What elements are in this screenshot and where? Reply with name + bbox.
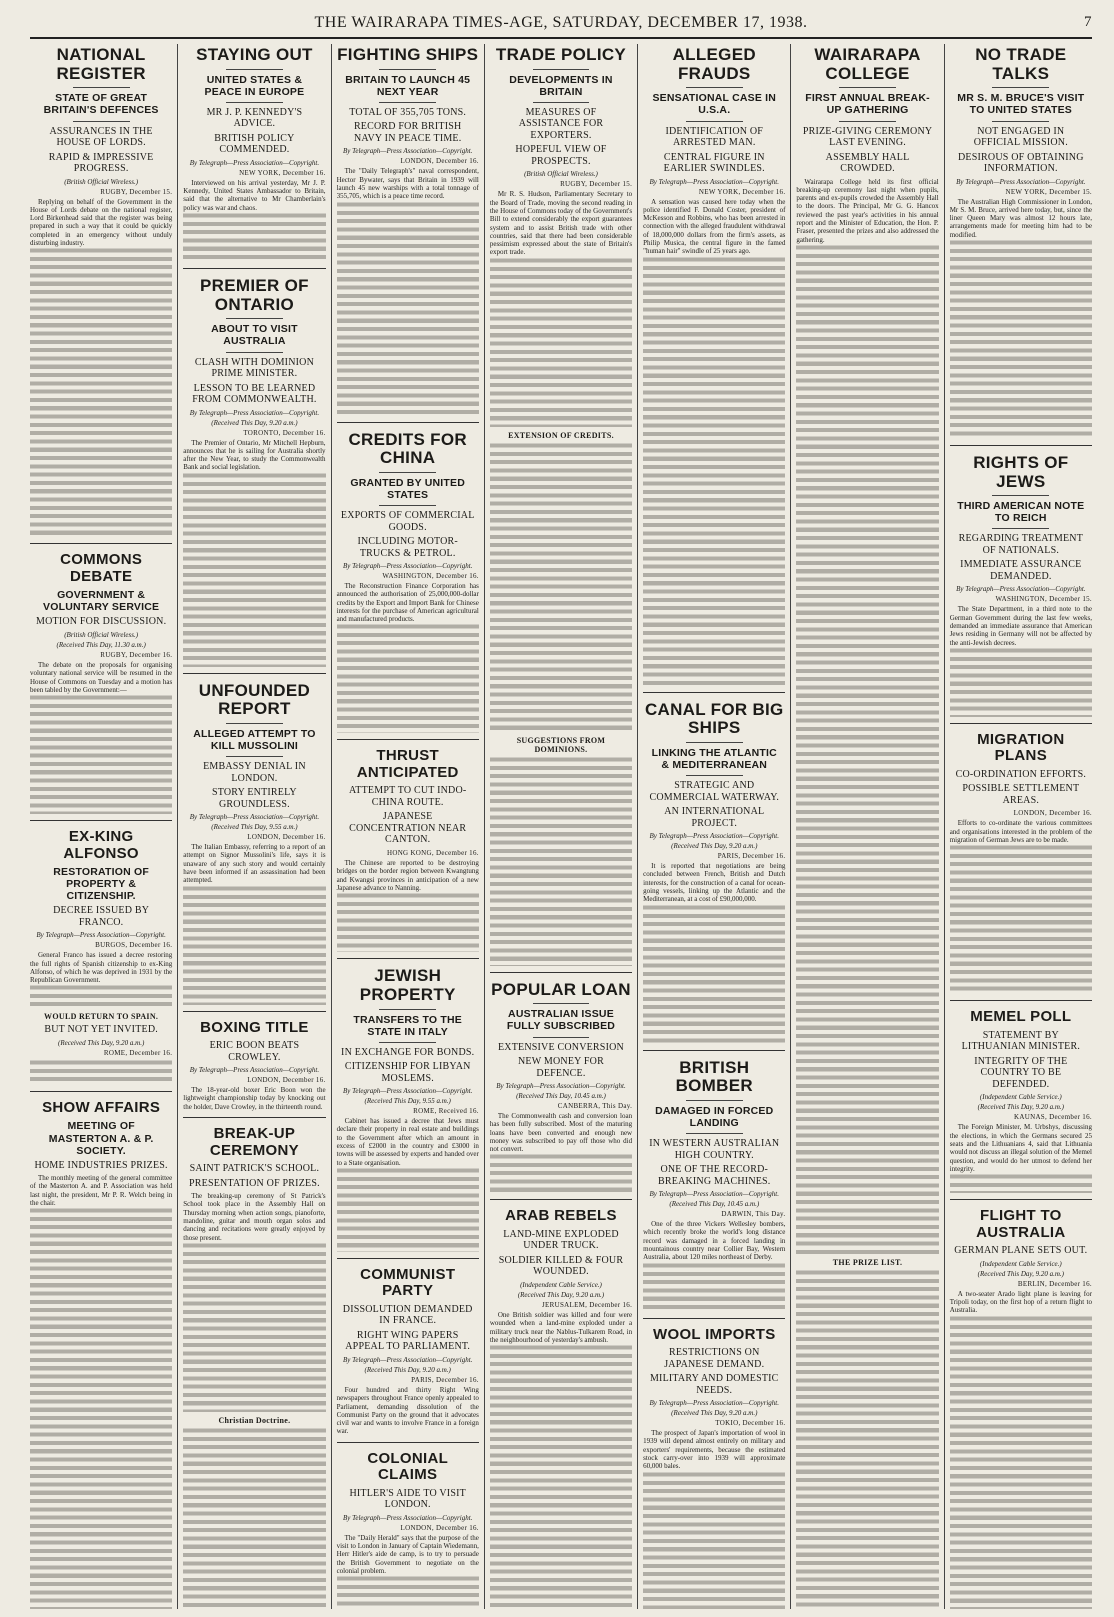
deck: RIGHT WING PAPERS APPEAL TO PARLIAMENT.: [345, 1329, 471, 1353]
text-block: [337, 623, 479, 733]
deck: CITIZENSHIP FOR LIBYAN MOSLEMS.: [344, 1061, 471, 1084]
received: (Received This Day, 9.20 a.m.): [671, 1409, 758, 1418]
body-text: Interviewed on his arrival yesterday, Mr J. P. Kennedy, United States Ambassador to Britain, said that the alternative to Mr Chamberlain's policy was war and chaos.: [183, 178, 326, 212]
deck: MEETING OF MASTERTON A. & P. SOCIETY.: [48, 1120, 154, 1157]
received: (Received This Day, 9.20 a.m.): [517, 1290, 605, 1299]
text-block: [30, 984, 172, 1008]
body-text: Replying on behalf of the Government in the House of Lords debate on the national register, Lord Birkenhead said that the register was being prepared in such a way that it could be quickly completed in an emergency without unduly disturbing industry.: [30, 197, 173, 247]
deck: ERIC BOON BEATS CROWLEY.: [209, 1040, 300, 1063]
headline: BRITISH BOMBER: [675, 1057, 753, 1096]
deck: RESTORATION OF PROPERTY & CITIZENSHIP.: [53, 866, 150, 903]
deck: PRIZE-GIVING CEREMONY LAST EVENING.: [802, 125, 933, 148]
headline: EX-KING ALFONSO: [63, 828, 139, 862]
text-block: [30, 1207, 172, 1609]
article-break-up-ceremony: [183, 1117, 325, 1609]
headline: COMMONS DEBATE: [60, 551, 143, 585]
columns: [30, 44, 1092, 1609]
article-show-affairs: [30, 1091, 172, 1609]
dateline: NEW YORK, December 16.: [239, 168, 326, 177]
text-block: [796, 244, 938, 1254]
credit: By Telegraph—Press Association—Copyright.: [342, 1087, 473, 1096]
text-block: [490, 442, 632, 732]
masthead: [30, 10, 1092, 36]
masthead-title: THE WAIRARAPA TIMES-AGE, SATURDAY, DECEMBER 17, 1938.: [314, 14, 808, 31]
body-text: The prospect of Japan's importation of wool in 1939 will depend almost entirely on military and exporters' requirements, because the estimated stock carry-over into 1939 will approximate 60,000 bales.: [643, 1429, 786, 1471]
text-block: [643, 904, 785, 1044]
subheading: THE PRIZE LIST.: [832, 1257, 903, 1267]
headline: BREAK-UP CEREMONY: [209, 1125, 299, 1159]
dateline: JERUSALEM, December 16.: [542, 1300, 633, 1309]
body-text: The "Daily Telegraph's" naval correspondent, Hector Bywater, says that Britain in 1939 will launch 45 new warships with a total tonnage of 355,705, which is a peace time record.: [336, 167, 479, 201]
deck: ASSURANCES IN THE HOUSE OF LORDS.: [49, 125, 153, 148]
article-staying-out: [183, 46, 325, 262]
headline: WAIRARAPA COLLEGE: [814, 45, 921, 83]
dateline: NEW YORK, December 16.: [698, 187, 786, 196]
headline: NO TRADE TALKS: [975, 45, 1067, 83]
deck: MILITARY AND DOMESTIC NEEDS.: [649, 1373, 779, 1396]
dateline: HONG KONG, December 16.: [386, 848, 479, 857]
received: (Received This Day, 11.30 a.m.): [56, 640, 146, 649]
text-block: [950, 647, 1092, 717]
article-credits-for-china: [337, 422, 479, 734]
received: (Received This Day, 9.55 a.m.): [364, 1097, 451, 1106]
headline: NATIONAL REGISTER: [56, 45, 146, 83]
credit: By Telegraph—Press Association—Copyright.: [189, 158, 320, 167]
headline: COMMUNIST PARTY: [360, 1265, 456, 1300]
text-block: [337, 1575, 479, 1609]
credit: By Telegraph—Press Association—Copyright.: [496, 1082, 626, 1090]
credit: By Telegraph—Press Association—Copyright.: [36, 931, 166, 940]
dateline: BERLIN, December 16.: [1017, 1279, 1092, 1288]
headline: JEWISH PROPERTY: [359, 966, 456, 1004]
article-trade-policy: [490, 46, 632, 966]
received: (Received This Day, 9.20 a.m.): [977, 1103, 1064, 1112]
credit: By Telegraph—Press Association—Copyright.: [649, 1190, 779, 1199]
headline: COLONIAL CLAIMS: [367, 1449, 449, 1484]
body-text: The "Daily Herald" says that the purpose of the visit to London in January of Captain Wiedemann, Herr Hitler's aide de camp, is to try to persuade the British Government to negotiate on the colonial problem.: [336, 1533, 479, 1575]
credit: By Telegraph—Press Association—Copyright.: [189, 813, 320, 822]
deck: SOLDIER KILLED & FOUR WOUNDED.: [498, 1254, 624, 1278]
deck: MOTION FOR DISCUSSION.: [36, 616, 167, 628]
deck: BRITAIN TO LAUNCH 45 NEXT YEAR: [345, 73, 471, 98]
deck: BUT NOT YET INVITED.: [44, 1024, 158, 1036]
text-block: [183, 885, 325, 1005]
received: (Received This Day, 9.20 a.m.): [211, 418, 298, 427]
credit: (Independent Cable Service.): [979, 1093, 1062, 1102]
deck: GERMAN PLANE SETS OUT.: [954, 1245, 1088, 1257]
dateline: NEW YORK, December 15.: [1005, 187, 1092, 196]
deck: IDENTIFICATION OF ARRESTED MAN.: [665, 125, 764, 148]
deck: DISSOLUTION DEMANDED IN FRANCE.: [342, 1303, 473, 1327]
column-2: [177, 44, 330, 1609]
credit: By Telegraph—Press Association—Copyright.: [649, 832, 779, 841]
article-canal-for-big-ships: [643, 692, 785, 1044]
text-block: [183, 212, 325, 262]
masthead-rule: [30, 37, 1092, 39]
deck: RAPID & IMPRESSIVE PROGRESS.: [48, 151, 154, 174]
credit: (British Official Wireless.): [64, 630, 139, 639]
deck: RESTRICTIONS ON JAPANESE DEMAND.: [664, 1347, 765, 1370]
article-colonial-claims: [337, 1442, 479, 1609]
received: (Received This Day, 9.20 a.m.): [57, 1038, 145, 1047]
article-jewish-property: [337, 958, 479, 1252]
dateline: ROME, December 16.: [103, 1048, 173, 1057]
subheading: Christian Doctrine.: [218, 1415, 291, 1425]
deck: CENTRAL FIGURE IN EARLIER SWINDLES.: [663, 151, 765, 174]
deck: SAINT PATRICK'S SCHOOL.: [189, 1163, 320, 1175]
article-ex-king-alfonso: [30, 820, 172, 1085]
subheading: EXTENSION OF CREDITS.: [508, 430, 614, 440]
text-block: [643, 256, 785, 686]
column-7: [944, 44, 1092, 1609]
deck: STORY ENTIRELY GROUNDLESS.: [211, 787, 297, 810]
credit: By Telegraph—Press Association—Copyright.: [189, 1066, 320, 1075]
credit: (Independent Cable Service.): [979, 1259, 1062, 1268]
dateline: BURGOS, December 16.: [95, 941, 173, 950]
article-thrust-anticipated: [337, 739, 479, 952]
column-5: [637, 44, 790, 1609]
article-premier-of-ontario: [183, 268, 325, 667]
deck: ASSEMBLY HALL CROWDED.: [825, 151, 910, 174]
body-text: A sensation was caused here today when the police identified F. Donald Coster, president of McKesson and Robbins, who has been arrested in connection with the alleged fraudulent withdrawal of 18,000,000 dollars from the firm's assets, as Philip Musica, the central figure in the famed "human hair" swindle of 25 years ago.: [643, 197, 786, 256]
received: (Received This Day, 10.45 a.m.): [669, 1200, 760, 1209]
article-memel-poll: [950, 1000, 1092, 1193]
text-block: [337, 201, 479, 416]
deck: IN WESTERN AUSTRALIAN HIGH COUNTRY.: [649, 1138, 780, 1161]
article-migration-plans: [950, 723, 1092, 994]
deck: EMBASSY DENIAL IN LONDON.: [203, 761, 306, 784]
headline: ARAB REBELS: [505, 1207, 617, 1225]
deck: POSSIBLE SETTLEMENT AREAS.: [962, 783, 1080, 806]
headline: MIGRATION PLANS: [977, 730, 1065, 765]
deck: ONE OF THE RECORD-BREAKING MACHINES.: [658, 1164, 771, 1187]
received: (Received This Day, 9.20 a.m.): [671, 842, 758, 851]
credit: By Telegraph—Press Association—Copyright.: [956, 585, 1086, 594]
deck: AN INTERNATIONAL PROJECT.: [664, 806, 765, 829]
dateline: ROME, Received 16.: [413, 1107, 479, 1116]
headline: CREDITS FOR CHINA: [348, 429, 467, 468]
headline: WOOL IMPORTS: [653, 1325, 776, 1343]
body-text: Efforts to co-ordinate the various committees and organisations interested in the problem of the migration of German Jews are to be made.: [949, 819, 1092, 845]
headline: FLIGHT TO AUSTRALIA: [976, 1207, 1066, 1241]
text-block: [490, 257, 632, 427]
deck: AUSTRALIAN ISSUE FULLY SUBSCRIBED: [506, 1008, 616, 1033]
text-block: [30, 247, 172, 537]
body-text: The 18-year-old boxer Eric Boon won the lightweight championship today by knocking out the holder, Dave Crowley, in the thirteenth round.: [183, 1086, 326, 1111]
body-text: The Italian Embassy, referring to a report of an attempt on Signor Mussolini's life, says it is unaware of any such story and would certainly have been informed if an assassination had been attempted.: [183, 843, 326, 885]
deck: EXPORTS OF COMMERCIAL GOODS.: [340, 510, 475, 533]
credit: By Telegraph—Press Association—Copyright.: [649, 1399, 779, 1408]
deck: DEVELOPMENTS IN BRITAIN: [509, 73, 613, 98]
text-block: [490, 1153, 632, 1193]
text-block: [337, 892, 479, 952]
column-6: [790, 44, 943, 1609]
deck: IMMEDIATE ASSURANCE DEMANDED.: [960, 559, 1082, 582]
deck: DESIROUS OF OBTAINING INFORMATION.: [958, 151, 1084, 174]
deck: CLASH WITH DOMINION PRIME MINISTER.: [194, 356, 314, 379]
body-text: The breaking-up ceremony of St Patrick's School took place in the Assembly Hall on Thursday morning when action songs, pianoforte, mandoline, guitar and mouth organ solos and dancing and recitations were greatly enjoyed by those present.: [183, 1192, 326, 1242]
deck: DECREE ISSUED BY FRANCO.: [53, 905, 150, 928]
deck: UNITED STATES & PEACE IN EUROPE: [204, 73, 305, 98]
article-rights-of-jews: [950, 445, 1092, 717]
text-block: [30, 1059, 172, 1085]
text-block: [183, 1242, 325, 1412]
article-no-trade-talks: [950, 46, 1092, 439]
headline: ALLEGED FRAUDS: [672, 45, 756, 83]
text-block: [950, 239, 1092, 439]
column-4: [484, 44, 637, 1609]
article-boxing-title: [183, 1011, 325, 1111]
headline: THRUST ANTICIPATED: [356, 747, 459, 781]
deck: EXTENSIVE CONVERSION: [498, 1041, 624, 1053]
headline: BOXING TITLE: [200, 1018, 309, 1036]
deck: RECORD FOR BRITISH NAVY IN PEACE TIME.: [353, 121, 462, 144]
body-text: Cabinet has issued a decree that Jews must declare their property in real estate and buildings to the Government after which an amount in excess of £2000 in the country and £3000 in towns will be assessed by experts and handed over to a State organisation.: [336, 1117, 479, 1167]
deck: LESSON TO BE LEARNED FROM COMMONWEALTH.: [192, 382, 317, 405]
received: (Received This Day, 9.55 a.m.): [211, 823, 298, 832]
text-block: [950, 1173, 1092, 1193]
credit: (British Official Wireless.): [524, 170, 598, 179]
deck: IN EXCHANGE FOR BONDS.: [341, 1046, 475, 1058]
body-text: The debate on the proposals for organising voluntary national service will be resumed in the House of Commons on Tuesday and a motion has been tabled by the Government:—: [30, 660, 173, 694]
deck: ATTEMPT TO CUT INDO-CHINA ROUTE.: [348, 785, 467, 808]
body-text: One of the three Vickers Wellesley bombers, which recently broke the world's long distance record was damaged in a forced landing in mountainous country near Collier Bay, Western Australia, about 120 miles northeast of Derby.: [643, 1220, 786, 1262]
deck: THIRD AMERICAN NOTE TO REICH: [957, 500, 1085, 525]
credit: (Independent Cable Service.): [520, 1280, 602, 1289]
dateline: DARWIN, This Day.: [721, 1210, 786, 1219]
text-block: [643, 1262, 785, 1312]
deck: HOPEFUL VIEW OF PROSPECTS.: [515, 144, 607, 167]
body-text: The Foreign Minister, M. Urbshys, discussing the elections, in which the Germans secured 25 seats and the Lithuanians 4, said that Lithuania would not discuss an illegal solution of the Memel question, and would do her utmost to defend her integrity.: [949, 1123, 1092, 1173]
deck: CO-ORDINATION EFFORTS.: [955, 768, 1087, 780]
text-block: [950, 844, 1092, 994]
deck: HITLER'S AIDE TO VISIT LONDON.: [349, 1487, 466, 1511]
received: (Received This Day, 10.45 a.m.): [516, 1092, 606, 1100]
text-block: [490, 756, 632, 966]
dateline: LONDON, December 16.: [400, 157, 479, 166]
column-1: [30, 44, 177, 1609]
credit: By Telegraph—Press Association—Copyright.: [342, 1355, 473, 1364]
body-text: The monthly meeting of the general committee of the Masterton A. and P. Association was held last night, the president, Mr P. R. Welch being in the chair.: [30, 1174, 173, 1208]
dateline: TOKIO, December 16.: [715, 1419, 786, 1428]
body-text: The Premier of Ontario, Mr Mitchell Hepburn, announces that he is sailing for Australia shortly after the New Year, to study the Commonwealth Bank and social legislation.: [183, 438, 326, 472]
deck: ALLEGED ATTEMPT TO KILL MUSSOLINI: [193, 728, 316, 753]
headline: RIGHTS OF JEWS: [973, 452, 1069, 491]
headline: CANAL FOR BIG SHIPS: [644, 699, 784, 738]
article-flight-to-australia: [950, 1199, 1092, 1609]
article-commons-debate: [30, 543, 172, 814]
deck: HOME INDUSTRIES PRIZES.: [34, 1159, 168, 1171]
text-block: [490, 1344, 632, 1609]
deck: JAPANESE CONCENTRATION NEAR CANTON.: [349, 811, 467, 846]
article-british-bomber: [643, 1050, 785, 1312]
deck: MEASURES OF ASSISTANCE FOR EXPORTERS.: [518, 106, 604, 141]
column-3: [331, 44, 484, 1609]
deck: PRESENTATION OF PRIZES.: [189, 1177, 320, 1189]
article-unfounded-report: [183, 673, 325, 1005]
article-fighting-ships: [337, 46, 479, 416]
dateline: KAUNAS, December 16.: [1014, 1113, 1092, 1122]
dateline: CANBERRA, This Day.: [557, 1102, 633, 1110]
deck: REGARDING TREATMENT OF NATIONALS.: [958, 533, 1084, 556]
deck: NOT ENGAGED IN OFFICIAL MISSION.: [973, 125, 1068, 148]
headline: POPULAR LOAN: [491, 979, 631, 999]
credit: By Telegraph—Press Association—Copyright.: [342, 147, 473, 156]
body-text: A two-seater Arado light plane is leaving for Tripoli today, on the first hop of a return flight to Australia.: [949, 1289, 1092, 1315]
article-communist-party: [337, 1258, 479, 1436]
deck: INCLUDING MOTOR-TRUCKS & PETROL.: [357, 536, 458, 559]
body-text: Mr R. S. Hudson, Parliamentary Secretary to the Board of Trade, moving the second reading in the House of Commons today of the Government's Bill to extend considerably the export guarantees system and to assist British trade with other countries, said that there had been considerable pessimism expressed about the state of Britain's export trade.: [489, 190, 633, 257]
dateline: WASHINGTON, December 16.: [382, 572, 479, 580]
deck: STRATEGIC AND COMMERCIAL WATERWAY.: [649, 780, 780, 803]
credit: (British Official Wireless.): [64, 177, 139, 186]
dateline: PARIS, December 16.: [717, 852, 786, 861]
article-national-register: [30, 46, 172, 537]
body-text: It is reported that negotiations are being concluded between French, British and Dutch interests, for the construction of a canal for ocean-going vessels, linking up the Atlantic and the Mediterranean, at a cost of £90,000,000.: [643, 862, 786, 904]
body-text: The Reconstruction Finance Corporation has announced the authorisation of 25,000,000-dollar credits by the Export and Import Bank for Chinese interests for the purchase of American agricultural and manufactured products.: [336, 582, 479, 624]
credit: By Telegraph—Press Association—Copyright.: [649, 177, 779, 186]
text-block: [183, 472, 325, 667]
credit: By Telegraph—Press Association—Copyright.: [956, 177, 1086, 186]
body-text: The Australian High Commissioner in London, Mr S. M. Bruce, arrived here today, but, since the liner Queen Mary was almost 12 hours late, arrangements made for meeting him had to be modified.: [949, 197, 1092, 239]
deck: STATE OF GREAT BRITAIN'S DEFENCES: [43, 92, 159, 117]
dateline: TORONTO, December 16.: [243, 428, 326, 437]
deck: DAMAGED IN FORCED LANDING: [655, 1104, 774, 1129]
received: (Received This Day, 9.20 a.m.): [977, 1269, 1064, 1278]
dateline: WASHINGTON, December 15.: [995, 595, 1092, 604]
article-arab-rebels: [490, 1199, 632, 1609]
deck: ABOUT TO VISIT AUSTRALIA: [211, 323, 298, 348]
received: (Received This Day, 9.20 a.m.): [364, 1365, 451, 1374]
text-block: [643, 1471, 785, 1609]
deck: GOVERNMENT & VOLUNTARY SERVICE: [43, 589, 160, 614]
dateline: RUGBY, December 15.: [560, 180, 633, 189]
text-block: [337, 1167, 479, 1252]
headline: SHOW AFFAIRS: [42, 1098, 161, 1116]
text-block: [950, 1315, 1092, 1609]
article-wool-imports: [643, 1318, 785, 1609]
deck: FIRST ANNUAL BREAK-UP GATHERING: [805, 92, 930, 117]
headline: FIGHTING SHIPS: [337, 45, 479, 64]
headline: PREMIER OF ONTARIO: [200, 276, 309, 314]
headline: MEMEL POLL: [970, 1008, 1072, 1026]
deck: SENSATIONAL CASE IN U.S.A.: [652, 92, 777, 117]
article-wairarapa-college: [796, 46, 938, 1609]
body-text: Wairarapa College held its first official breaking-up ceremony last night when pupils, parents and ex-pupils crowded the Assembly Hall to the doors. The Principal, Mr G. G. Hancox reviewed the past year's activities in his annual report and the Minister of Education, the Hon. P. Fraser, presented the prizes and also addressed the gathering.: [796, 177, 939, 244]
credit: By Telegraph—Press Association—Copyright.: [342, 1513, 473, 1522]
article-alleged-frauds: [643, 46, 785, 686]
deck: LINKING THE ATLANTIC & MEDITERRANEAN: [651, 746, 777, 772]
text-block: [796, 1269, 938, 1609]
article-popular-loan: [490, 972, 632, 1194]
text-block: [183, 1427, 325, 1609]
subheading: SUGGESTIONS FROM DOMINIONS.: [516, 735, 606, 754]
deck: MR J. P. KENNEDY'S ADVICE.: [206, 106, 303, 130]
dateline: LONDON, December 16.: [247, 833, 326, 842]
deck: LAND-MINE EXPLODED UNDER TRUCK.: [503, 1228, 619, 1252]
body-text: The Chinese are reported to be destroying bridges on the border region between Kwangtung and Kwangsi provinces in anticipation of a new Japanese advance to Nanning.: [336, 858, 479, 892]
dateline: LONDON, December 16.: [400, 1523, 479, 1532]
deck: GRANTED BY UNITED STATES: [350, 476, 466, 501]
body-text: Four hundred and thirty Right Wing newspapers throughout France openly appealed to Parliament, demanding dissolution of the Communist Party on the ground that it advocates civil war and wants to involve France in a foreign war.: [336, 1385, 479, 1436]
deck: NEW MONEY FOR DEFENCE.: [518, 1056, 604, 1079]
dateline: PARIS, December 16.: [411, 1375, 479, 1384]
deck: TOTAL OF 355,705 TONS.: [349, 106, 467, 118]
deck: INTEGRITY OF THE COUNTRY TO BE DEFENDED.: [974, 1055, 1068, 1090]
dateline: RUGBY, December 15.: [100, 187, 173, 196]
headline: TRADE POLICY: [495, 45, 627, 64]
dateline: LONDON, December 16.: [247, 1076, 326, 1085]
headline: UNFOUNDED REPORT: [198, 680, 311, 719]
body-text: The State Department, in a third note to the German Government during the last few weeks, demanded an immediate assurance that American Jews residing in Germany will not be affected by the anti-Jewish decrees.: [949, 605, 1092, 647]
deck: BRITISH POLICY COMMENDED.: [214, 132, 295, 156]
body-text: General Franco has issued a decree restoring the full rights of Spanish citizenship to ex-King Alfonso, of which he was deprived in 1931 by the Republican Government.: [30, 951, 173, 985]
deck: TRANSFERS TO THE STATE IN ITALY: [353, 1013, 462, 1038]
deck: MR S. M. BRUCE'S VISIT TO UNITED STATES: [957, 92, 1085, 117]
dateline: LONDON, December 16.: [1013, 809, 1092, 818]
headline: STAYING OUT: [196, 45, 313, 64]
page-number: 7: [1084, 14, 1092, 30]
body-text: The Commonwealth cash and conversion loan has been fully subscribed. Most of the maturing loans have been converted and enough new money was subscribed to pay off those who did not convert.: [489, 1112, 633, 1154]
subheading: WOULD RETURN TO SPAIN.: [44, 1012, 159, 1022]
text-block: [30, 694, 172, 814]
body-text: One British soldier was killed and four were wounded when a land-mine exploded under a military truck near the Nablus-Tulkarem Road, in the neighbourhood of yesterday's ambush.: [489, 1310, 633, 1344]
credit: By Telegraph—Press Association—Copyright.: [342, 562, 473, 570]
credit: By Telegraph—Press Association—Copyright.: [189, 408, 320, 417]
deck: STATEMENT BY LITHUANIAN MINISTER.: [961, 1029, 1081, 1053]
dateline: RUGBY, December 16.: [100, 650, 173, 659]
